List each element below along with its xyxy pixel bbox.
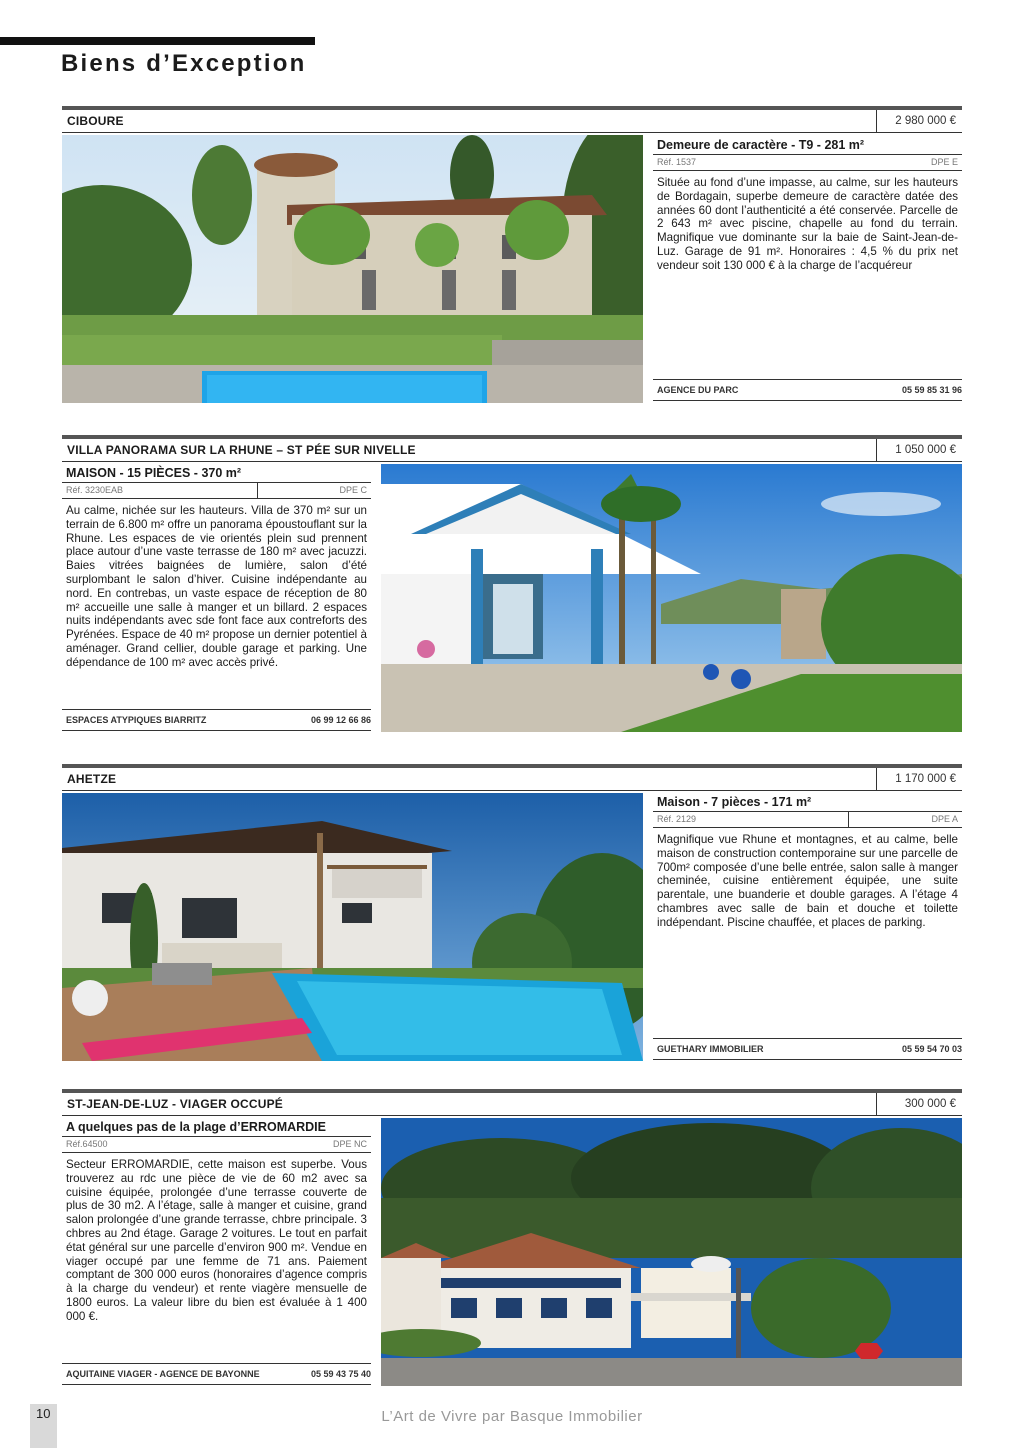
property-photo[interactable] bbox=[381, 464, 962, 732]
page-number: 10 bbox=[36, 1406, 51, 1421]
listing-subtitle: A quelques pas de la plage d’ERROMARDIE bbox=[66, 1120, 326, 1134]
listing-dpe: DPE NC bbox=[332, 1139, 367, 1149]
listing-price: 1 050 000 € bbox=[876, 439, 962, 461]
listing-ref: Réf.64500 bbox=[66, 1139, 108, 1149]
listing-subtitle: Maison - 7 pièces - 171 m² bbox=[657, 795, 812, 809]
listing-info bbox=[653, 135, 962, 403]
listing-header bbox=[62, 106, 962, 133]
listing-location: CIBOURE bbox=[67, 114, 124, 128]
listing-contact bbox=[653, 1038, 962, 1060]
listing-dpe: DPE C bbox=[339, 485, 367, 495]
property-photo[interactable] bbox=[62, 793, 643, 1061]
agency-phone[interactable]: 05 59 54 70 03 bbox=[901, 1044, 962, 1054]
top-accent-bar bbox=[0, 37, 315, 45]
agency-name: GUETHARY IMMOBILIER bbox=[657, 1044, 764, 1054]
listing-ciboure bbox=[62, 106, 962, 395]
listing-price: 300 000 € bbox=[876, 1093, 962, 1115]
listing-subtitle: Demeure de caractère - T9 - 281 m² bbox=[657, 138, 865, 152]
listing-description: Située au fond d’une impasse, au calme, sur les hauteurs de Bordagain, superbe demeure de caractère datée des années 60 dont l’authenticité a été conservée. Parcelle de 2 643 m² avec piscine, chapelle au fond du terrain. Magnifique vue dominante sur la baie de Saint-Jean-de-Luz. Garage de 91 m². Honoraires : 4,5 % du prix net vendeur soit 130 000 € à la charge de l’acquéreur bbox=[657, 176, 958, 272]
listing-ref: Réf. 2129 bbox=[657, 814, 697, 824]
listing-price: 1 170 000 € bbox=[876, 768, 962, 790]
agency-phone[interactable]: 06 99 12 66 86 bbox=[310, 715, 371, 725]
agency-name: AGENCE DU PARC bbox=[657, 385, 739, 395]
ref-row bbox=[653, 811, 962, 828]
listing-contact bbox=[653, 379, 962, 401]
property-photo[interactable] bbox=[62, 135, 643, 403]
listing-info bbox=[62, 463, 371, 733]
ref-row bbox=[653, 154, 962, 171]
agency-name: AQUITAINE VIAGER - AGENCE DE BAYONNE bbox=[66, 1369, 260, 1379]
listing-dpe: DPE E bbox=[930, 157, 958, 167]
listing-ref: Réf. 1537 bbox=[657, 157, 697, 167]
property-photo[interactable] bbox=[381, 1118, 962, 1386]
agency-phone[interactable]: 05 59 85 31 96 bbox=[901, 385, 962, 395]
listing-header bbox=[62, 435, 962, 462]
listing-ref: Réf. 3230EAB bbox=[66, 485, 124, 495]
listing-info bbox=[653, 792, 962, 1062]
listing-location: VILLA PANORAMA SUR LA RHUNE – ST PÉE SUR NIVELLE bbox=[67, 443, 416, 457]
listing-description: Au calme, nichée sur les hauteurs. Villa de 370 m² sur un terrain de 6.800 m² offre un panorama époustouflant sur la Rhune. Les espaces de vie orientés plein sud prennent place autour d’une vaste terrasse de 180 m² avec jacuzzi. Baies vitrées baignées de lumière, salon d’été surplombant le salon d’hiver. Cuisine indépendante au nord. En contrebas, un vaste espace de réception de 80 m² accueille une salle à manger et un billard. 2 espaces nuits indépendants avec sde font face aux contreforts des Pyrénées. Espace de 40 m² propose un dernier potentiel à aménager. Grand cellier, double garage et parking. Une dépendance de 100 m² avec accès privé. bbox=[66, 504, 367, 669]
agency-name: ESPACES ATYPIQUES BIARRITZ bbox=[66, 715, 207, 725]
listing-location: ST-JEAN-DE-LUZ - VIAGER OCCUPÉ bbox=[67, 1097, 284, 1111]
listing-description: Magnifique vue Rhune et montagnes, et au calme, belle maison de construction contemporaine sur une parcelle de 700m² composée d’une belle entrée, salon salle à manger cheminée, cuisine entièrement équipée, une suite parentale, une buanderie et double garages. A l’étage 4 chambres avec salle de bain et douche et toilette indépendant. Piscine chauffée, et places de parking. bbox=[657, 833, 958, 929]
listing-ahetze bbox=[62, 764, 962, 1054]
listing-dpe: DPE A bbox=[931, 814, 958, 824]
listing-header bbox=[62, 1089, 962, 1116]
page-title: Biens d’Exception bbox=[61, 50, 307, 77]
ref-row bbox=[62, 1136, 371, 1153]
listing-description: Secteur ERROMARDIE, cette maison est superbe. Vous trouverez au rdc une pièce de vie de 60 m2 avec sa cuisine équipée, prolongée d’une terrasse couverte de plus de 30 m2. A l’étage, salle à manger et cuisine, grand salon prolongée d’une grande terrasse, chbre principale. 3 chbres au 2nd étage. Garage 2 voitures. Le tout en parfait état général sur une parcelle d’environ 900 m². Vendue en viager occupé par une femme de 71 ans. Paiement comptant de 300 000 euros (honoraires d’agence compris à la charge du vendeur) et rente viagère mensuelle de 1800 euros. La valeur libre du bien est évaluée à 1 400 000 €. bbox=[66, 1158, 367, 1323]
listing-price: 2 980 000 € bbox=[876, 110, 962, 132]
listing-header bbox=[62, 764, 962, 791]
listing-contact bbox=[62, 709, 371, 731]
agency-phone[interactable]: 05 59 43 75 40 bbox=[310, 1369, 371, 1379]
listing-villa-panorama bbox=[62, 435, 962, 725]
listing-contact bbox=[62, 1363, 371, 1385]
ref-row bbox=[62, 482, 371, 499]
listing-st-jean-de-luz bbox=[62, 1089, 962, 1379]
listing-location: AHETZE bbox=[67, 772, 117, 786]
listing-info bbox=[62, 1117, 371, 1387]
listing-subtitle: MAISON - 15 PIÈCES - 370 m² bbox=[66, 466, 242, 480]
footer-tagline: L’Art de Vivre par Basque Immobilier bbox=[381, 1408, 643, 1425]
